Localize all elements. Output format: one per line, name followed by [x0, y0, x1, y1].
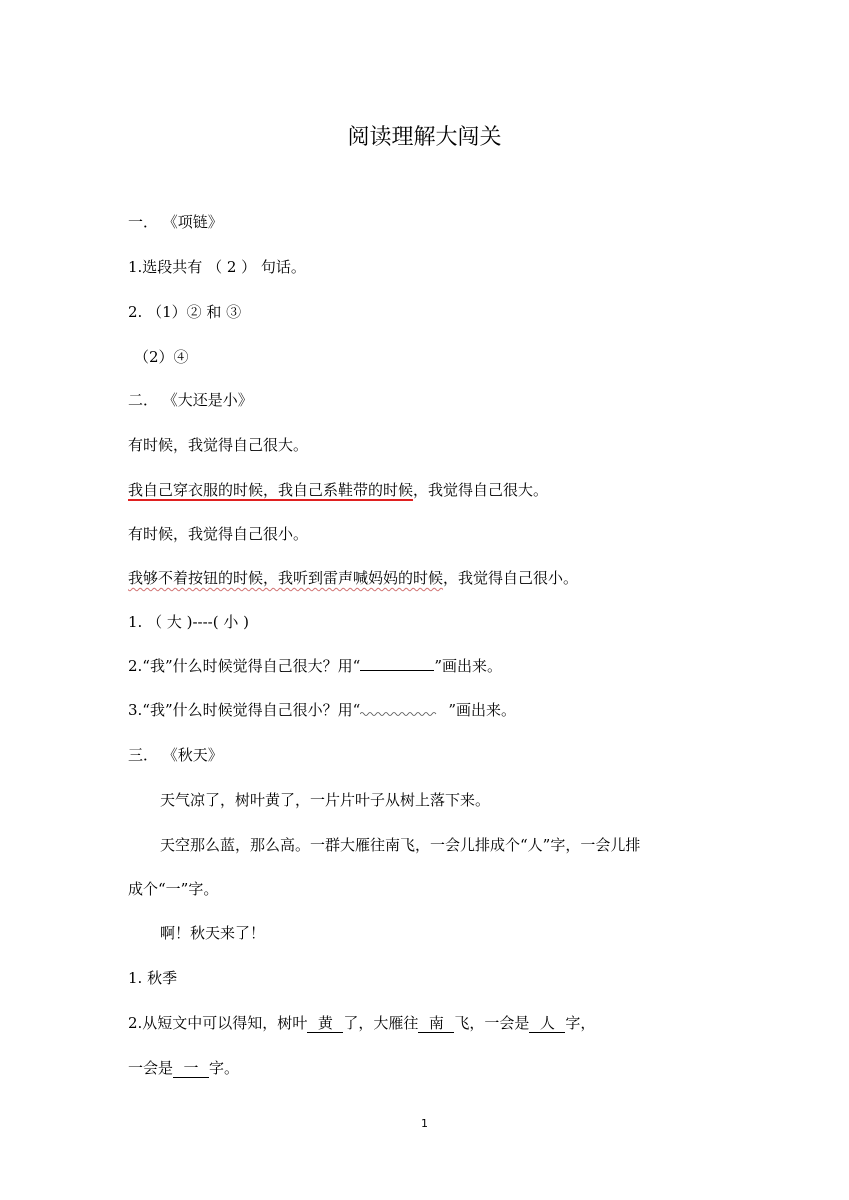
section-2-paragraph-4 [128, 568, 578, 588]
question-text: 了，大雁往 [343, 1014, 419, 1032]
answer-fill-2: 南 [418, 1014, 454, 1033]
section-1-question-1: 1.选段共有 （ 2 ） 句话。 [128, 258, 306, 276]
section-3-paragraph-2: 天空那么蓝，那么高。一群大雁往南飞，一会儿排成个“人”字，一会儿排 [160, 836, 641, 854]
question-text: 一会是 [128, 1059, 174, 1077]
question-2-text-end: ”画出来。 [434, 657, 502, 675]
straight-underline-sample [360, 656, 434, 671]
section-3-question-2 [128, 1013, 595, 1033]
page-title: 阅读理解大闯关 [347, 125, 502, 150]
paragraph-4-rest: ，我觉得自己很小。 [443, 569, 579, 587]
section-1-heading: 一． 《项链》 [128, 213, 223, 231]
section-3-question-1: 1. 秋季 [128, 969, 178, 987]
wavy-underlined-text: 我够不着按钮的时候，我听到雷声喊妈妈的时候 [128, 569, 444, 587]
question-3-text-end: ”画出来。 [448, 701, 516, 719]
question-text: 飞，一会是 [454, 1014, 530, 1032]
section-2-question-2 [128, 656, 502, 676]
section-1-question-2a: 2. （1）② 和 ③ [128, 303, 242, 321]
question-text: 2.从短文中可以得知，树叶 [128, 1014, 308, 1032]
section-2-question-3 [128, 700, 516, 720]
question-text: 字， [565, 1014, 596, 1032]
section-2-heading: 二． 《大还是小》 [128, 391, 253, 409]
red-underlined-text: 我自己穿衣服的时候，我自己系鞋带的时候 [128, 481, 414, 499]
wavy-underline-sample [360, 701, 438, 715]
paragraph-2-rest: ，我觉得自己很大。 [413, 481, 549, 499]
section-3-paragraph-3: 啊！秋天来了！ [160, 924, 266, 942]
section-2-question-1: 1. （ 大 )----( 小 ) [128, 613, 249, 631]
question-text: 字。 [209, 1059, 240, 1077]
section-2-paragraph-2 [128, 480, 548, 500]
answer-fill-1: 黄 [307, 1014, 343, 1033]
section-3-paragraph-1: 天气凉了，树叶黄了，一片片叶子从树上落下来。 [160, 791, 491, 809]
section-2-paragraph-1: 有时候，我觉得自己很大。 [128, 436, 309, 454]
question-3-text: 3.“我”什么时候觉得自己很小？用“ [128, 701, 361, 719]
section-3-question-2-continued [128, 1058, 239, 1078]
page-number: 1 [421, 1117, 428, 1130]
section-3-paragraph-2-continued: 成个“一”字。 [128, 880, 219, 898]
answer-fill-3: 人 [529, 1014, 565, 1033]
section-2-paragraph-3: 有时候，我觉得自己很小。 [128, 525, 309, 543]
answer-fill-4: 一 [173, 1059, 209, 1078]
section-3-heading: 三． 《秋天》 [128, 746, 223, 764]
question-2-text: 2.“我”什么时候觉得自己很大？用“ [128, 657, 361, 675]
section-1-question-2b: （2）④ [134, 348, 189, 366]
